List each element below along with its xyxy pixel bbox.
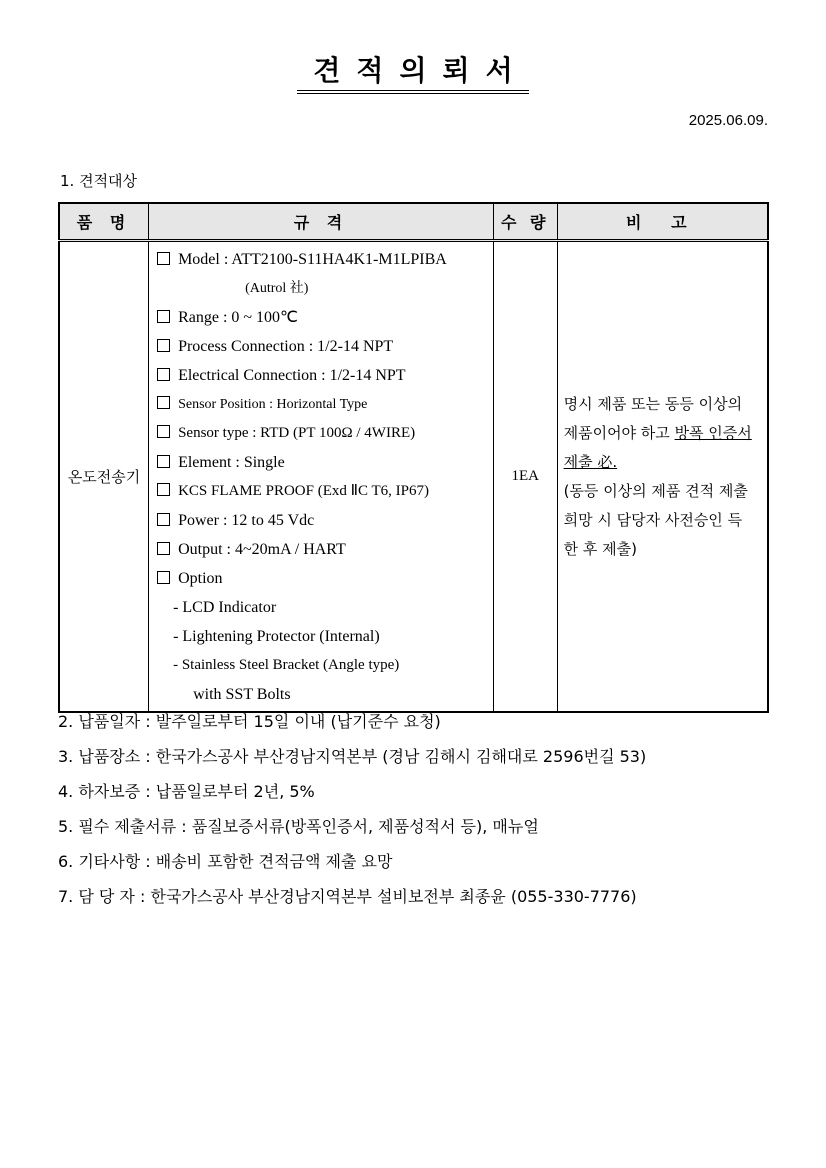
section-heading: 1. 견적대상 [60, 172, 138, 190]
remark-cell [557, 241, 768, 713]
remark-line: 명시 제품 또는 동등 이상의 [563, 394, 743, 413]
list-item: 4. 하자보증 : 납품일로부터 2년, 5% [58, 782, 315, 801]
checkbox-icon [157, 542, 170, 555]
checkbox-icon [157, 425, 170, 438]
item-name: 온도전송기 [59, 241, 149, 713]
spec-line: Range : 0 ~ 100℃ [157, 303, 487, 332]
spec-line: Electrical Connection : 1/2-14 NPT [157, 361, 487, 390]
checkbox-icon [157, 483, 170, 496]
spec-cell [149, 241, 494, 713]
spec-line: Process Connection : 1/2-14 NPT [157, 332, 487, 361]
remark-line: 한 후 제출) [563, 539, 637, 558]
checkbox-icon [157, 339, 170, 352]
checkbox-icon [157, 368, 170, 381]
remark-line: (동등 이상의 제품 견적 제출 [563, 481, 748, 500]
document-title: 견적의뢰서 [0, 54, 826, 94]
table-header-row [59, 203, 768, 241]
remark-line: 희망 시 담당자 사전승인 득 [563, 510, 743, 529]
checkbox-icon [157, 310, 170, 323]
spec-line: Sensor Position : Horizontal Type [157, 390, 487, 419]
checkbox-icon [157, 396, 170, 409]
spec-line: - Lightening Protector (Internal) [173, 628, 380, 645]
spec-line: with SST Bolts [193, 686, 291, 703]
spec-line: Model : ATT2100-S11HA4K1-M1LPIBA [157, 245, 487, 274]
quote-table [58, 202, 769, 713]
document-date: 2025.06.09. [688, 112, 768, 129]
terms-list [58, 708, 646, 918]
quantity: 1EA [493, 241, 557, 713]
header-qty: 수 량 [493, 203, 557, 241]
list-item: 3. 납품장소 : 한국가스공사 부산경남지역본부 (경남 김해시 김해대로 2596번길 53) [58, 747, 647, 766]
remark-line: 제출 必. [563, 452, 618, 471]
spec-line: KCS FLAME PROOF (Exd ⅡC T6, IP67) [157, 477, 487, 506]
table-row [59, 241, 768, 713]
header-spec: 규 격 [149, 203, 494, 241]
spec-line: - LCD Indicator [173, 599, 277, 616]
checkbox-icon [157, 252, 170, 265]
list-item: 7. 담 당 자 : 한국가스공사 부산경남지역본부 설비보전부 최종윤 (055-330-7776) [58, 887, 637, 906]
checkbox-icon [157, 571, 170, 584]
spec-line: Output : 4~20mA / HART [157, 535, 487, 564]
spec-line: Element : Single [157, 448, 487, 477]
spec-line: (Autrol 社) [245, 281, 309, 296]
spec-line: - Stainless Steel Bracket (Angle type) [173, 657, 400, 673]
list-item: 6. 기타사항 : 배송비 포함한 견적금액 제출 요망 [58, 852, 393, 871]
checkbox-icon [157, 513, 170, 526]
spec-line: Sensor type : RTD (PT 100Ω / 4WIRE) [157, 419, 487, 448]
remark-line: 제품이어야 하고 방폭 인증서 [563, 423, 752, 442]
spec-line: Option [157, 564, 487, 593]
list-item: 2. 납품일자 : 발주일로부터 15일 이내 (납기준수 요청) [58, 712, 441, 731]
header-remark: 비 고 [557, 203, 768, 241]
spec-line: Power : 12 to 45 Vdc [157, 506, 487, 535]
header-item: 품 명 [59, 203, 149, 241]
list-item: 5. 필수 제출서류 : 품질보증서류(방폭인증서, 제품성적서 등), 매뉴얼 [58, 817, 539, 836]
checkbox-icon [157, 455, 170, 468]
